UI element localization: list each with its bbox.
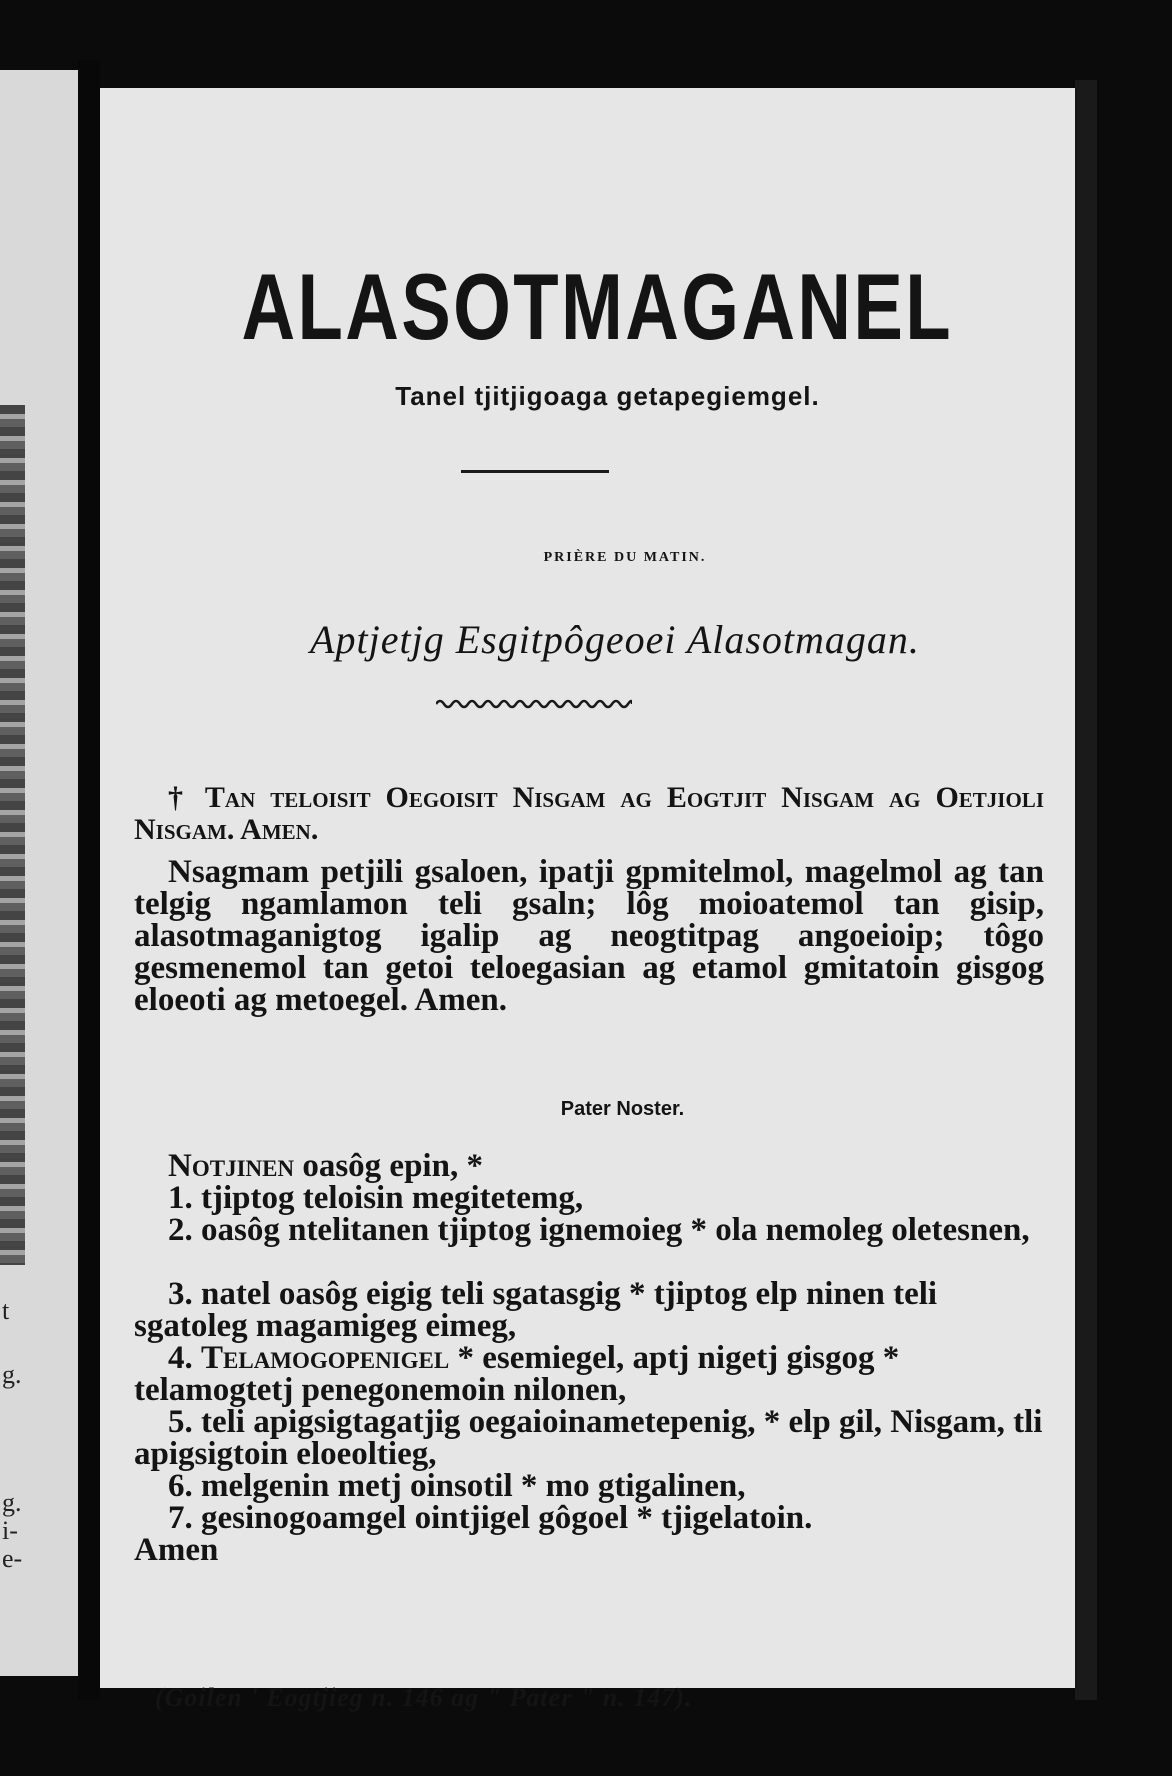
left-page-illustration: [0, 405, 25, 1265]
pater-line4-smallcaps: Telamogopenigel: [201, 1340, 450, 1376]
left-page-edge: [0, 70, 78, 1676]
pater-line: [134, 1342, 1044, 1406]
wave-ornament: [436, 698, 632, 710]
reference-caption: (Goilen ' Eogtjieg n. 146 ag " Pater " n. 147).: [155, 1683, 693, 1712]
page-subtitle: Tanel tjitjigoaga getapegiemgel.: [395, 381, 820, 411]
pater-intro-smallcaps: Notjinen: [168, 1148, 295, 1184]
pater-noster-heading: Pater Noster.: [560, 1098, 685, 1120]
section-heading: PRIÈRE DU MATIN.: [543, 550, 707, 565]
left-text-fragment: g.: [2, 1360, 22, 1389]
book-page: [100, 88, 1075, 1712]
left-text-fragment: g.: [2, 1488, 22, 1517]
pater-line: 7. gesinogoamgel ointjigel gôgoel * tjigelatoin.: [168, 1500, 813, 1536]
page-title: ALASOTMAGANEL: [241, 254, 953, 359]
pater-line-number: 4.: [168, 1340, 201, 1376]
pater-line: 2. oasôg ntelitanen tjiptog ignemoieg * ola nemoleg oletesnen,: [168, 1212, 1030, 1248]
pater-line-intro: [134, 1150, 1044, 1182]
prayer-paragraph: Nsagmam petjili gsaloen, ipatji gpmitelmol, magelmol ag tan telgig ngamlamon teli gsaln; lôg moioatemol tan gisip, alasotmaganigtog igalip ag neogtitpag angoeioip; tôgo gesmenemol tan getoi teloegasian ag etamol gmitatoin gisgog eloeoti ag metoegel. Amen.: [134, 854, 1044, 1018]
left-text-fragment: e-: [2, 1544, 23, 1573]
pater-line: 5. teli apigsigtagatjig oegaioinametepenig, * elp gil, Nisgam, tli apigsigtoin eloeoltieg,: [134, 1404, 1043, 1472]
right-page-edge: [1075, 80, 1097, 1700]
pater-line4-text: * esemiegel, aptj nigetj gisgog * telamogtetj penegonemoin nilonen,: [134, 1340, 900, 1408]
left-text-fragment: t: [2, 1296, 10, 1325]
pater-amen: Amen: [134, 1532, 219, 1568]
italic-heading: Aptjetjg Esgitpôgeoei Alasotmagan.: [310, 617, 920, 662]
book-gutter: [78, 60, 100, 1700]
pater-line: 6. melgenin metj oinsotil * mo gtigalinen,: [168, 1468, 746, 1504]
pater-line: 3. natel oasôg eigig teli sgatasgig * tjiptog elp ninen teli sgatoleg magamigeg eimeg,: [134, 1276, 938, 1344]
left-text-fragment: i-: [2, 1516, 18, 1545]
title-rule: [461, 470, 609, 473]
pater-line: 1. tjiptog teloisin megitetemg,: [168, 1180, 584, 1216]
pater-intro-text: oasôg epin, *: [294, 1148, 483, 1184]
prayer-invocation: † Tan teloisit Oegoisit Nisgam ag Eogtjit Nisgam ag Oetjioli Nisgam. Amen.: [134, 781, 1044, 846]
